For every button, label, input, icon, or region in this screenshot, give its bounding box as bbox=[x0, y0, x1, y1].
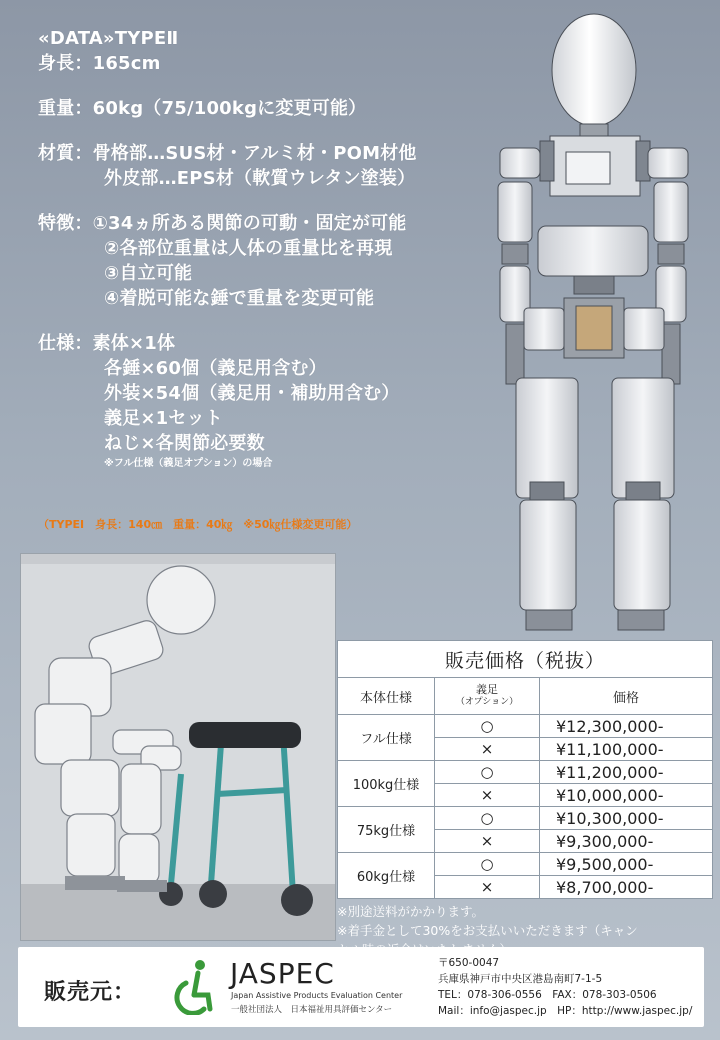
spec-item-4: 義足×1セット bbox=[104, 408, 224, 429]
spec-title: «DATA»TYPEⅡ bbox=[38, 28, 179, 49]
jaspec-logo-icon bbox=[170, 957, 220, 1015]
robot-thigh-left bbox=[516, 378, 578, 498]
photo-robot-head bbox=[147, 566, 215, 634]
robot-abdomen bbox=[538, 226, 648, 276]
price-row bbox=[338, 715, 713, 738]
seller-label: 販売元： bbox=[44, 980, 137, 1005]
spec-item-1: 仕様：素体×1体 bbox=[38, 333, 176, 354]
price-table bbox=[337, 640, 713, 899]
col-header-option bbox=[435, 678, 540, 715]
option-cell: ○ bbox=[435, 715, 540, 738]
col-header-option-sub: （オプション） bbox=[455, 697, 519, 707]
spec-feature-4: ④着脱可能な錘で重量を変更可能 bbox=[104, 288, 375, 309]
model-cell: フル仕様 bbox=[338, 715, 435, 761]
col-header-price: 価格 bbox=[540, 678, 713, 715]
price-cell: ¥11,100,000- bbox=[540, 738, 713, 761]
price-cell: ¥12,300,000- bbox=[540, 715, 713, 738]
price-cell: ¥8,700,000- bbox=[540, 876, 713, 899]
option-cell: ○ bbox=[435, 761, 540, 784]
price-cell: ¥10,000,000- bbox=[540, 784, 713, 807]
price-cell: ¥11,200,000- bbox=[540, 761, 713, 784]
spec-height: 身長：165cm bbox=[38, 53, 161, 74]
price-cell: ¥10,300,000- bbox=[540, 807, 713, 830]
spec-item-5: ねじ×各関節必要数 bbox=[104, 433, 265, 454]
type1-note: （TYPEⅠ 身長：140㎝ 重量：40㎏ ※50㎏仕様変更可能） bbox=[38, 518, 358, 531]
option-cell: ○ bbox=[435, 807, 540, 830]
spec-feature-1: 特徴：①34ヵ所ある関節の可動・固定が可能 bbox=[38, 213, 407, 234]
spec-weight: 重量：60kg（75/100kgに変更可能） bbox=[38, 98, 367, 119]
option-cell: × bbox=[435, 784, 540, 807]
spec-note: ※フル仕様（義足オプション）の場合 bbox=[104, 458, 273, 469]
spec-item-3: 外装×54個（義足用・補助用含む） bbox=[104, 383, 400, 404]
org-name-jp: 一般社団法人 日本福祉用具評価センター bbox=[231, 1005, 393, 1015]
price-panel bbox=[337, 640, 713, 959]
option-cell: × bbox=[435, 876, 540, 899]
note-shipping: ※別途送料がかかります。 bbox=[337, 904, 484, 919]
price-row bbox=[338, 761, 713, 784]
address: 兵庫県神戸市中央区港島南町7-1-5 bbox=[438, 973, 603, 985]
org-name-en: Japan Assistive Products Evaluation Center bbox=[231, 991, 403, 1000]
option-cell: × bbox=[435, 738, 540, 761]
col-header-model: 本体仕様 bbox=[338, 678, 435, 715]
footer bbox=[18, 947, 704, 1027]
model-cell: 60kg仕様 bbox=[338, 853, 435, 899]
spec-item-2: 各錘×60個（義足用含む） bbox=[104, 358, 327, 379]
spec-feature-3: ③自立可能 bbox=[104, 263, 193, 284]
spec-block bbox=[38, 26, 488, 472]
price-table-title: 販売価格（税抜） bbox=[338, 641, 713, 678]
note-deposit: ※着手金として30%をお支払いいただきます（キャン bbox=[337, 923, 638, 938]
price-cell: ¥9,500,000- bbox=[540, 853, 713, 876]
option-cell: ○ bbox=[435, 853, 540, 876]
price-row bbox=[338, 807, 713, 830]
tel-fax: TEL：078-306-0556 FAX：078-303-0506 bbox=[438, 989, 657, 1001]
spec-material: 材質：骨格部…SUS材・アルミ材・POM材他 bbox=[38, 143, 417, 164]
spec-material-skin: 外皮部…EPS材（軟質ウレタン塗装） bbox=[104, 168, 416, 189]
spec-feature-2: ②各部位重量は人体の重量比を再現 bbox=[104, 238, 393, 259]
robot-illustration bbox=[480, 6, 710, 636]
robot-thigh-right bbox=[612, 378, 674, 498]
postal-code: 〒650-0047 bbox=[438, 957, 500, 969]
price-row bbox=[338, 853, 713, 876]
option-cell: × bbox=[435, 830, 540, 853]
model-cell: 100kg仕様 bbox=[338, 761, 435, 807]
model-cell: 75kg仕様 bbox=[338, 807, 435, 853]
robot-head bbox=[552, 14, 636, 126]
address-block bbox=[438, 955, 692, 1019]
mail-hp: Mail：info@jaspec.jp HP：http://www.jaspec.jp/ bbox=[438, 1005, 693, 1017]
robot-walker-photo bbox=[20, 553, 336, 941]
price-cell: ¥9,300,000- bbox=[540, 830, 713, 853]
robot-shin-right bbox=[614, 500, 670, 610]
col-header-option-label: 義足 bbox=[476, 683, 498, 696]
org-name: JASPEC bbox=[230, 957, 335, 990]
robot-shin-left bbox=[520, 500, 576, 610]
